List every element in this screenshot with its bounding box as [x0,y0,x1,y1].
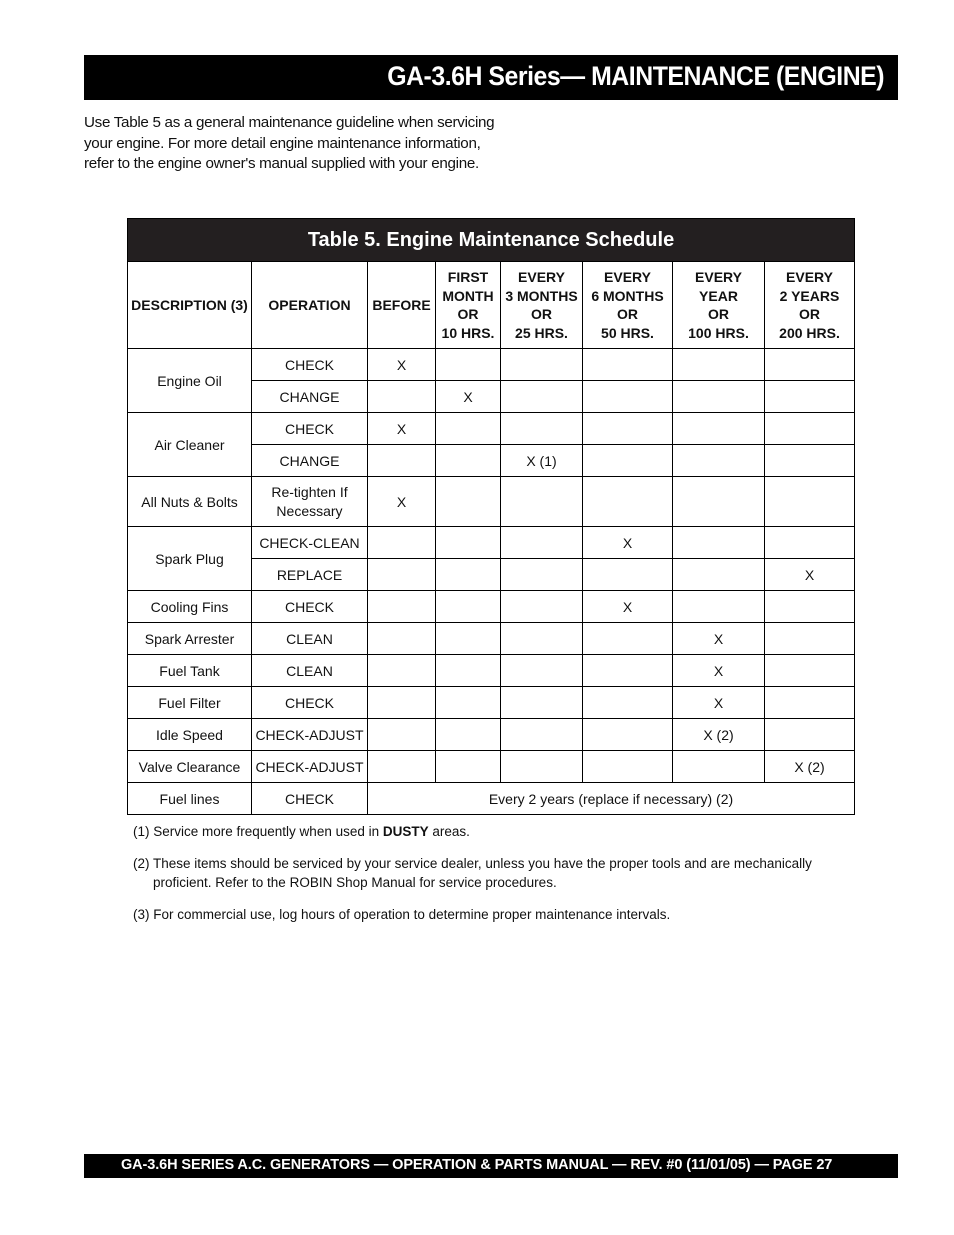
empty-cell [368,591,436,623]
empty-cell [368,751,436,783]
empty-cell [436,751,501,783]
mark-every-3-months: X (1) [501,445,583,477]
empty-cell [436,719,501,751]
empty-cell [583,655,673,687]
row-operation: CHECK [252,349,368,381]
table-row [128,527,855,559]
row-operation: CLEAN [252,623,368,655]
empty-cell [765,445,855,477]
empty-cell [765,477,855,527]
page-title-bar [84,55,898,100]
empty-cell [501,623,583,655]
empty-cell [436,559,501,591]
empty-cell [673,591,765,623]
row-description: Fuel Tank [128,655,252,687]
empty-cell [436,527,501,559]
header-line: EVERY [695,269,742,285]
header-line: EVERY [604,269,651,285]
empty-cell [368,445,436,477]
mark-before: X [368,349,436,381]
empty-cell [501,751,583,783]
row-description: Fuel lines [128,783,252,815]
mark-every-year: X [673,687,765,719]
note-2 [133,854,812,892]
mark-first-month: X [436,381,501,413]
intro-line: Use Table 5 as a general maintenance guideline when servicing [84,114,495,131]
operation-line: Re-tighten If [271,484,348,500]
maintenance-schedule-table [127,218,855,815]
empty-cell [583,719,673,751]
empty-cell [368,719,436,751]
empty-cell [368,559,436,591]
header-line: 50 HRS. [601,324,654,341]
row-operation: CHECK [252,591,368,623]
row-description: Fuel Filter [128,687,252,719]
mark-every-year: X (2) [673,719,765,751]
empty-cell [583,477,673,527]
empty-cell [673,751,765,783]
row-description: Spark Plug [128,527,252,591]
empty-cell [583,413,673,445]
header-line: EVERY [518,269,565,285]
table-caption [128,219,855,262]
table-row [128,687,855,719]
empty-cell [436,413,501,445]
header-line: 25 HRS. [515,324,568,341]
row-description: Valve Clearance [128,751,252,783]
note-text: (1) Service more frequently when used in [133,824,383,839]
empty-cell [765,413,855,445]
empty-cell [583,559,673,591]
row-operation: CHECK [252,783,368,815]
header-every-6-months [583,262,673,349]
empty-cell [501,687,583,719]
empty-cell [436,655,501,687]
mark-every-6-months: X [583,591,673,623]
empty-cell [368,527,436,559]
header-first-month [436,262,501,349]
header-line: EVERY [786,269,833,285]
intro-line: your engine. For more detail engine maintenance information, [84,134,481,152]
empty-cell [765,719,855,751]
header-line: OR [799,306,820,322]
footer-text: GA-3.6H SERIES A.C. GENERATORS — OPERATION & PARTS MANUAL — REV. #0 (11/01/05) — PAGE 27 [121,1157,833,1173]
empty-cell [765,655,855,687]
header-line: 10 HRS. [441,324,495,341]
header-line: YEAR [699,287,738,304]
empty-cell [673,413,765,445]
note-text: (2) These items should be serviced by your service dealer, unless you have the proper tools and are mechanically [133,856,812,871]
table-row [128,477,855,527]
row-operation: CHECK-CLEAN [252,527,368,559]
row-operation: REPLACE [252,559,368,591]
empty-cell [501,349,583,381]
header-line: 100 HRS. [688,324,749,341]
table-row [128,623,855,655]
row-description: Engine Oil [128,349,252,413]
empty-cell [368,381,436,413]
empty-cell [765,381,855,413]
header-line: 6 MONTHS [591,287,664,304]
empty-cell [501,719,583,751]
empty-cell [436,687,501,719]
empty-cell [436,349,501,381]
empty-cell [765,349,855,381]
empty-cell [673,477,765,527]
header-line: 2 YEARS [779,287,840,304]
mark-every-year: X [673,623,765,655]
note-3: (3) For commercial use, log hours of operation to determine proper maintenance intervals. [133,907,671,922]
empty-cell [501,655,583,687]
header-line: OR [617,306,638,322]
mark-every-6-months: X [583,527,673,559]
fuel-lines-interval: Every 2 years (replace if necessary) (2) [368,783,855,815]
empty-cell [583,751,673,783]
header-description: DESCRIPTION (3) [128,262,252,349]
row-description: Air Cleaner [128,413,252,477]
note-text: areas. [428,824,470,839]
header-every-2-years [765,262,855,349]
mark-every-year: X [673,655,765,687]
empty-cell [673,381,765,413]
intro-line: refer to the engine owner's manual supplied with your engine. [84,155,479,172]
header-line: OR [708,306,729,322]
note-bold-word: DUSTY [382,824,429,839]
empty-cell [501,381,583,413]
header-before: BEFORE [368,262,436,349]
operation-line: Necessary [276,502,343,519]
row-operation: CLEAN [252,655,368,687]
row-operation: CHECK [252,413,368,445]
header-operation: OPERATION [252,262,368,349]
header-line: OR [531,306,552,322]
empty-cell [501,413,583,445]
empty-cell [501,527,583,559]
header-line: 200 HRS. [779,324,840,341]
row-description: Idle Speed [128,719,252,751]
empty-cell [368,655,436,687]
mark-before: X [368,477,436,527]
empty-cell [583,445,673,477]
row-operation: CHECK [252,687,368,719]
note-1 [133,822,470,841]
row-operation: CHECK-ADJUST [252,719,368,751]
empty-cell [765,687,855,719]
table-row [128,349,855,381]
table-row [128,591,855,623]
empty-cell [673,349,765,381]
header-line: MONTH [442,287,494,304]
empty-cell [501,477,583,527]
empty-cell [583,349,673,381]
empty-cell [765,527,855,559]
header-line: OR [457,306,479,322]
intro-paragraph [84,113,504,175]
empty-cell [765,623,855,655]
row-operation: CHANGE [252,445,368,477]
row-description: Spark Arrester [128,623,252,655]
page-footer [84,1154,898,1178]
empty-cell [436,445,501,477]
empty-cell [501,591,583,623]
header-every-year [673,262,765,349]
empty-cell [368,623,436,655]
empty-cell [436,623,501,655]
empty-cell [673,527,765,559]
empty-cell [583,623,673,655]
row-operation: CHECK-ADJUST [252,751,368,783]
empty-cell [368,687,436,719]
table-row [128,719,855,751]
empty-cell [673,559,765,591]
header-every-3-months [501,262,583,349]
table-header-row [128,262,855,349]
table-caption-text: Table 5. Engine Maintenance Schedule [307,228,675,251]
table-row [128,655,855,687]
empty-cell [765,591,855,623]
note-text: proficient. Refer to the ROBIN Shop Manual for service procedures. [153,875,557,890]
header-line: FIRST [447,269,489,285]
header-line: 3 MONTHS [505,287,578,304]
empty-cell [501,559,583,591]
table-row [128,783,855,815]
empty-cell [673,445,765,477]
mark-every-2-years: X (2) [765,751,855,783]
mark-before: X [368,413,436,445]
row-description: Cooling Fins [128,591,252,623]
row-description: All Nuts & Bolts [128,477,252,527]
table-row [128,413,855,445]
row-operation [252,477,368,527]
page-title: GA-3.6H Series— MAINTENANCE (ENGINE) [387,61,884,91]
empty-cell [436,591,501,623]
table-row [128,751,855,783]
empty-cell [436,477,501,527]
empty-cell [583,687,673,719]
row-operation: CHANGE [252,381,368,413]
empty-cell [583,381,673,413]
mark-every-2-years: X [765,559,855,591]
